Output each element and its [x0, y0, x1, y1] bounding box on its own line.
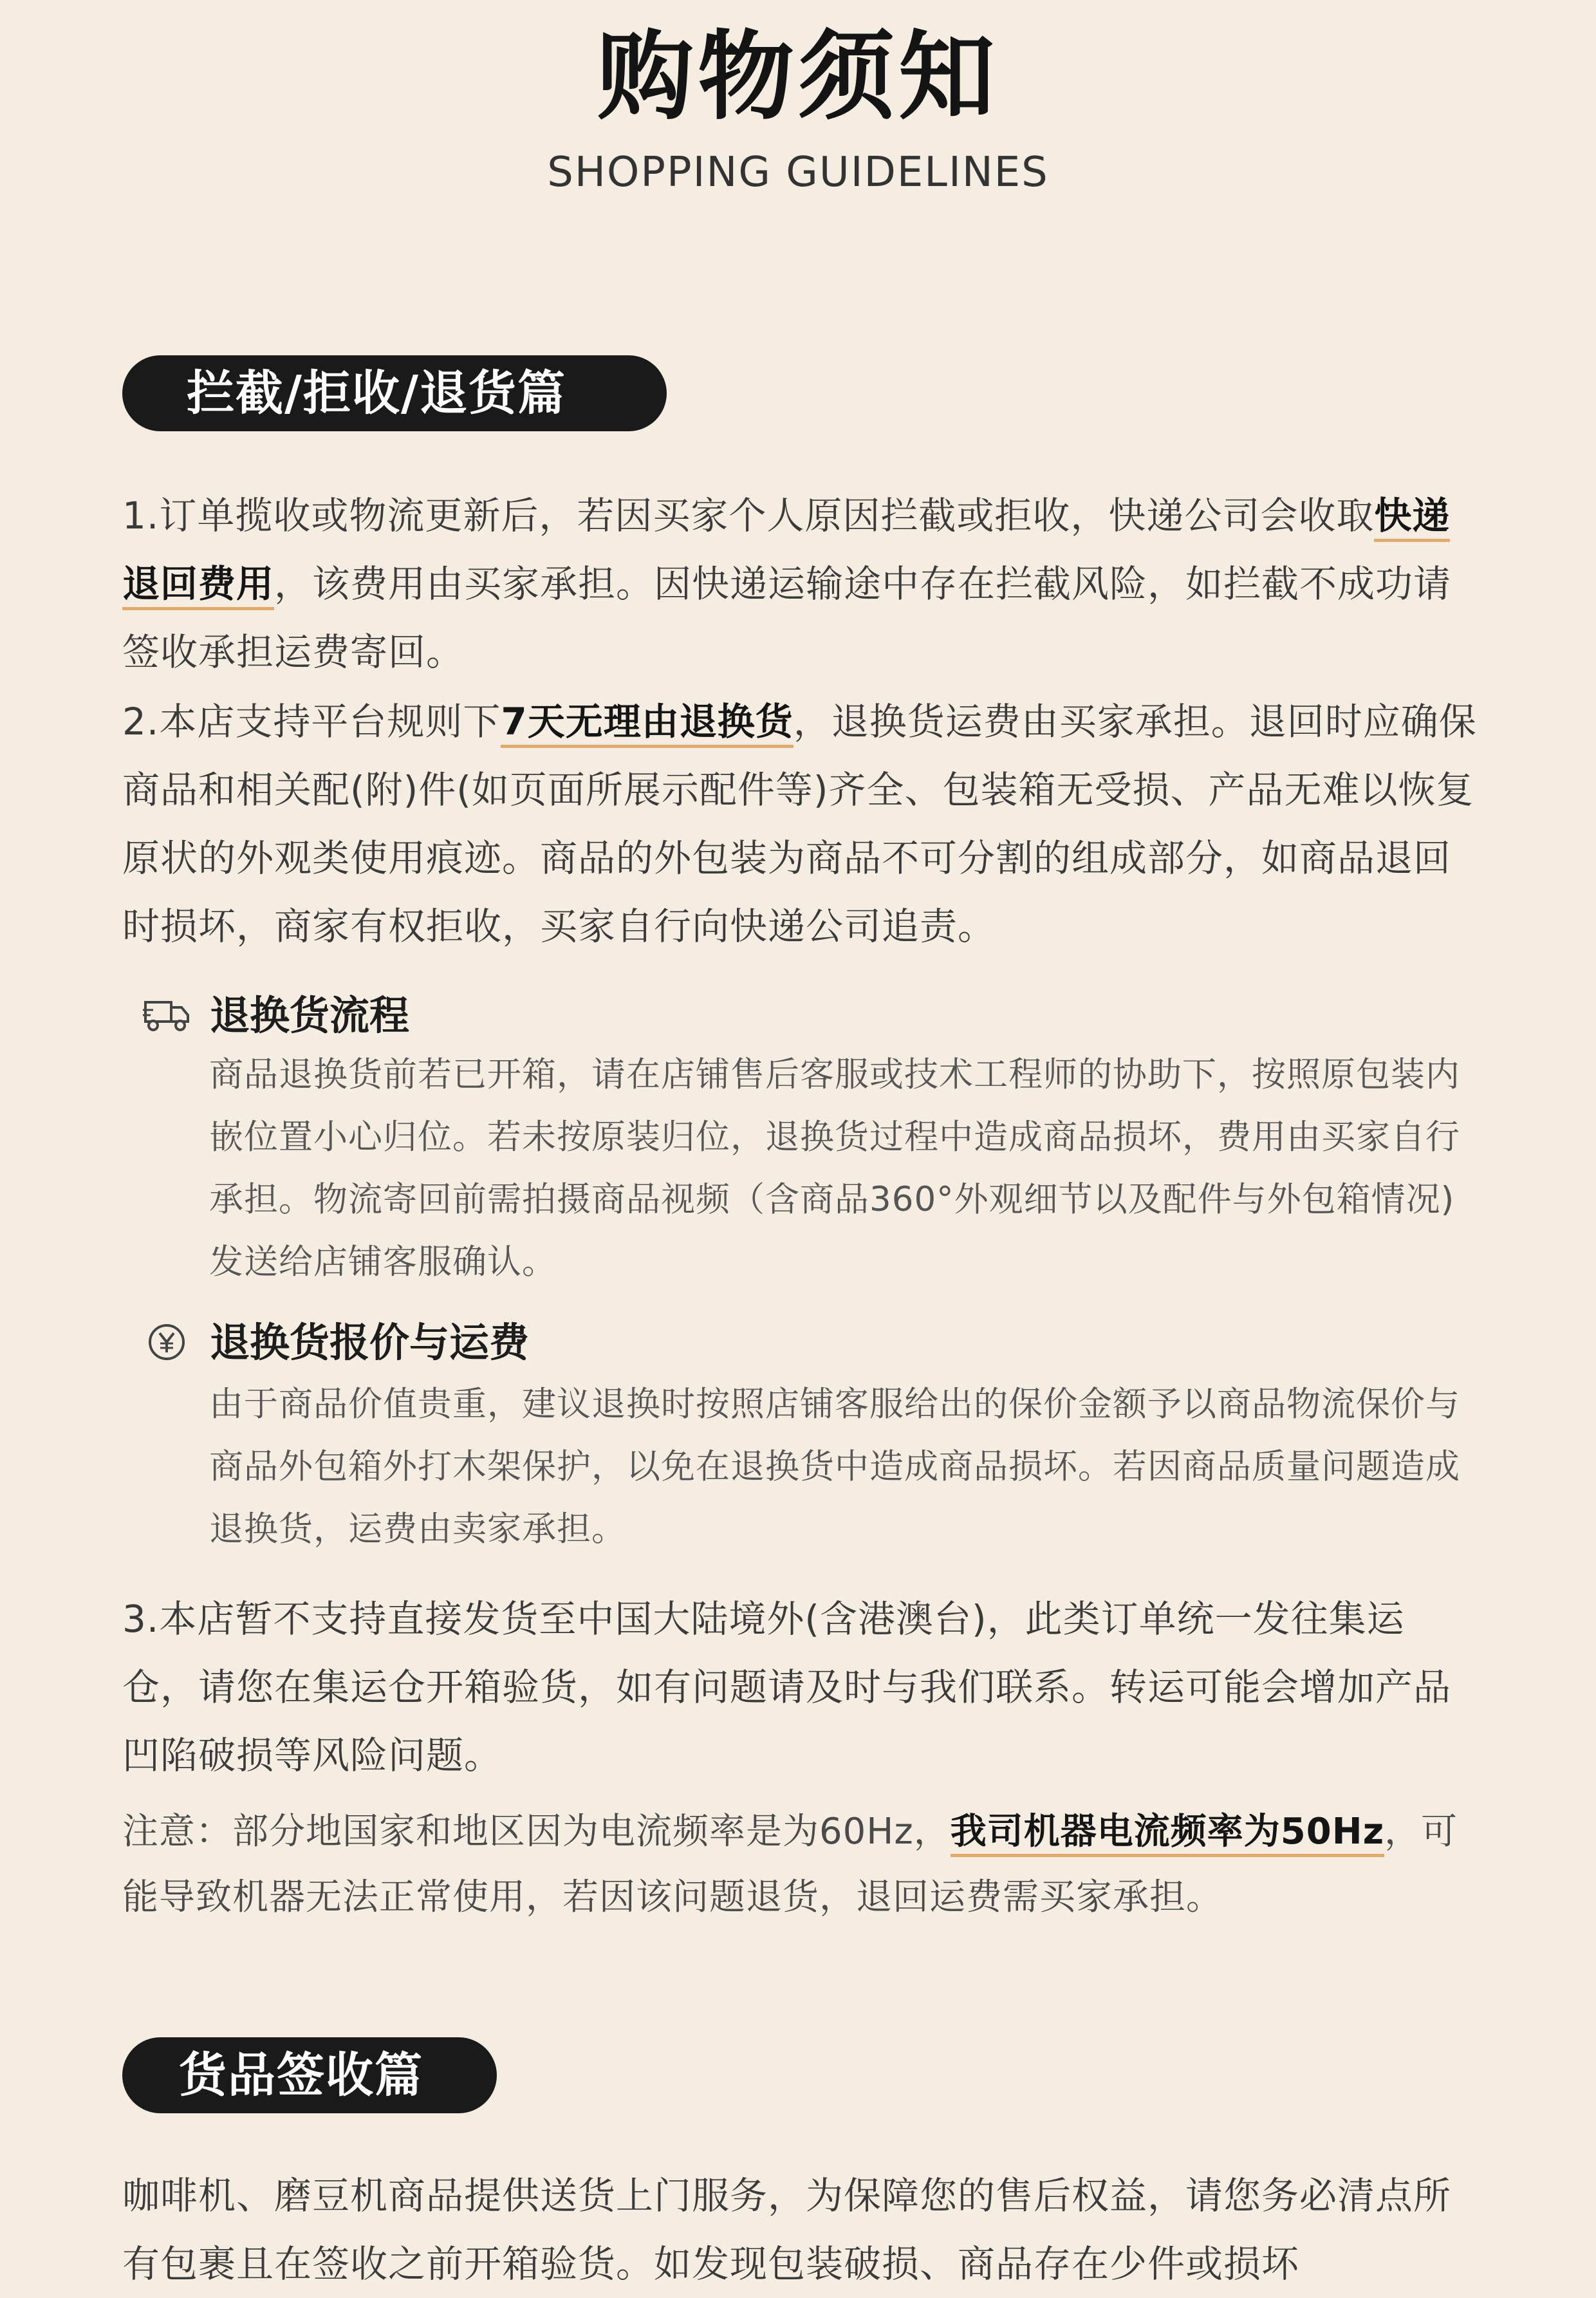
- paragraph-text: ，该费用由买家承担。因快递运输途中存在拦截风险，如拦截不成功请签收承担运费寄回。: [122, 562, 1452, 674]
- return-process-body: 商品退换货前若已开箱，请在店铺售后客服或技术工程师的协助下，按照原包装内嵌位置小心归位。若未按原装归位，退换货过程中造成商品损坏，费用由买家自行承担。物流寄回前需拍摄商品视频（含商品360°外观细节以及配件与外包箱情况)发送给店铺客服确认。: [209, 1055, 1460, 1282]
- yen-icon: [143, 1322, 190, 1361]
- subheading-pricing: [143, 1317, 529, 1369]
- section-label-return: 拦截/拒收/退货篇: [122, 355, 667, 431]
- paragraph-interception: [122, 481, 1477, 686]
- pricing-body: 由于商品价值贵重，建议退换时按照店铺客服给出的保价金额予以商品物流保价与商品外包箱外打木架保护，以免在退换货中造成商品损坏。若因商品质量问题造成退换货，运费由卖家承担。: [209, 1385, 1460, 1549]
- highlight-50hz: 我司机器电流频率为50Hz: [951, 1811, 1384, 1857]
- paragraph-text: ，退换货运费由买家承担。退回时应确保商品和相关配(附)件(如页面所展示配件等)齐全、包装箱无受损、产品无难以恢复原状的外观类使用痕迹。商品的外包装为商品不可分割的组成部分，如商品退回时损坏，商家有权拒收，买家自行向快递公司追责。: [122, 700, 1477, 948]
- section-label-receipt: 货品签收篇: [122, 2037, 497, 2113]
- page-subtitle: SHOPPING GUIDELINES: [547, 149, 1049, 196]
- highlight-return-fee: 快递退回费用: [122, 494, 1450, 610]
- paragraph-text: 2.本店支持平台规则下: [122, 700, 501, 743]
- note-frequency: [122, 1799, 1477, 1930]
- paragraph-text: 1.订单揽收或物流更新后，若因买家个人原因拦截或拒收，快递公司会收取: [122, 494, 1375, 537]
- page-title: 购物须知: [597, 21, 999, 133]
- subheading-text: 退换货报价与运费: [210, 1319, 530, 1366]
- paragraph-seven-day-return: [122, 687, 1477, 960]
- paragraph-receipt: 咖啡机、磨豆机商品提供送货上门服务，为保障您的售后权益，请您务必清点所有包裹且在签收之前开箱验货。如发现包装破损、商品存在少件或损坏: [122, 2174, 1452, 2286]
- paragraph-overseas: 3.本店暂不支持直接发货至中国大陆境外(含港澳台)，此类订单统一发往集运仓，请您在集运仓开箱验货，如有问题请及时与我们联系。转运可能会增加产品凹陷破损等风险问题。: [122, 1597, 1452, 1777]
- subheading-return-process: [143, 990, 409, 1042]
- truck-icon: [143, 995, 190, 1034]
- highlight-seven-day: 7天无理由退换货: [501, 700, 793, 748]
- subheading-text: 退换货流程: [210, 992, 410, 1039]
- note-text: 注意：部分地国家和地区因为电流频率是为60Hz，: [122, 1811, 951, 1853]
- note-text: ，可能导致机器无法正常使用，若因该问题退货，退回运费需买家承担。: [122, 1811, 1458, 1918]
